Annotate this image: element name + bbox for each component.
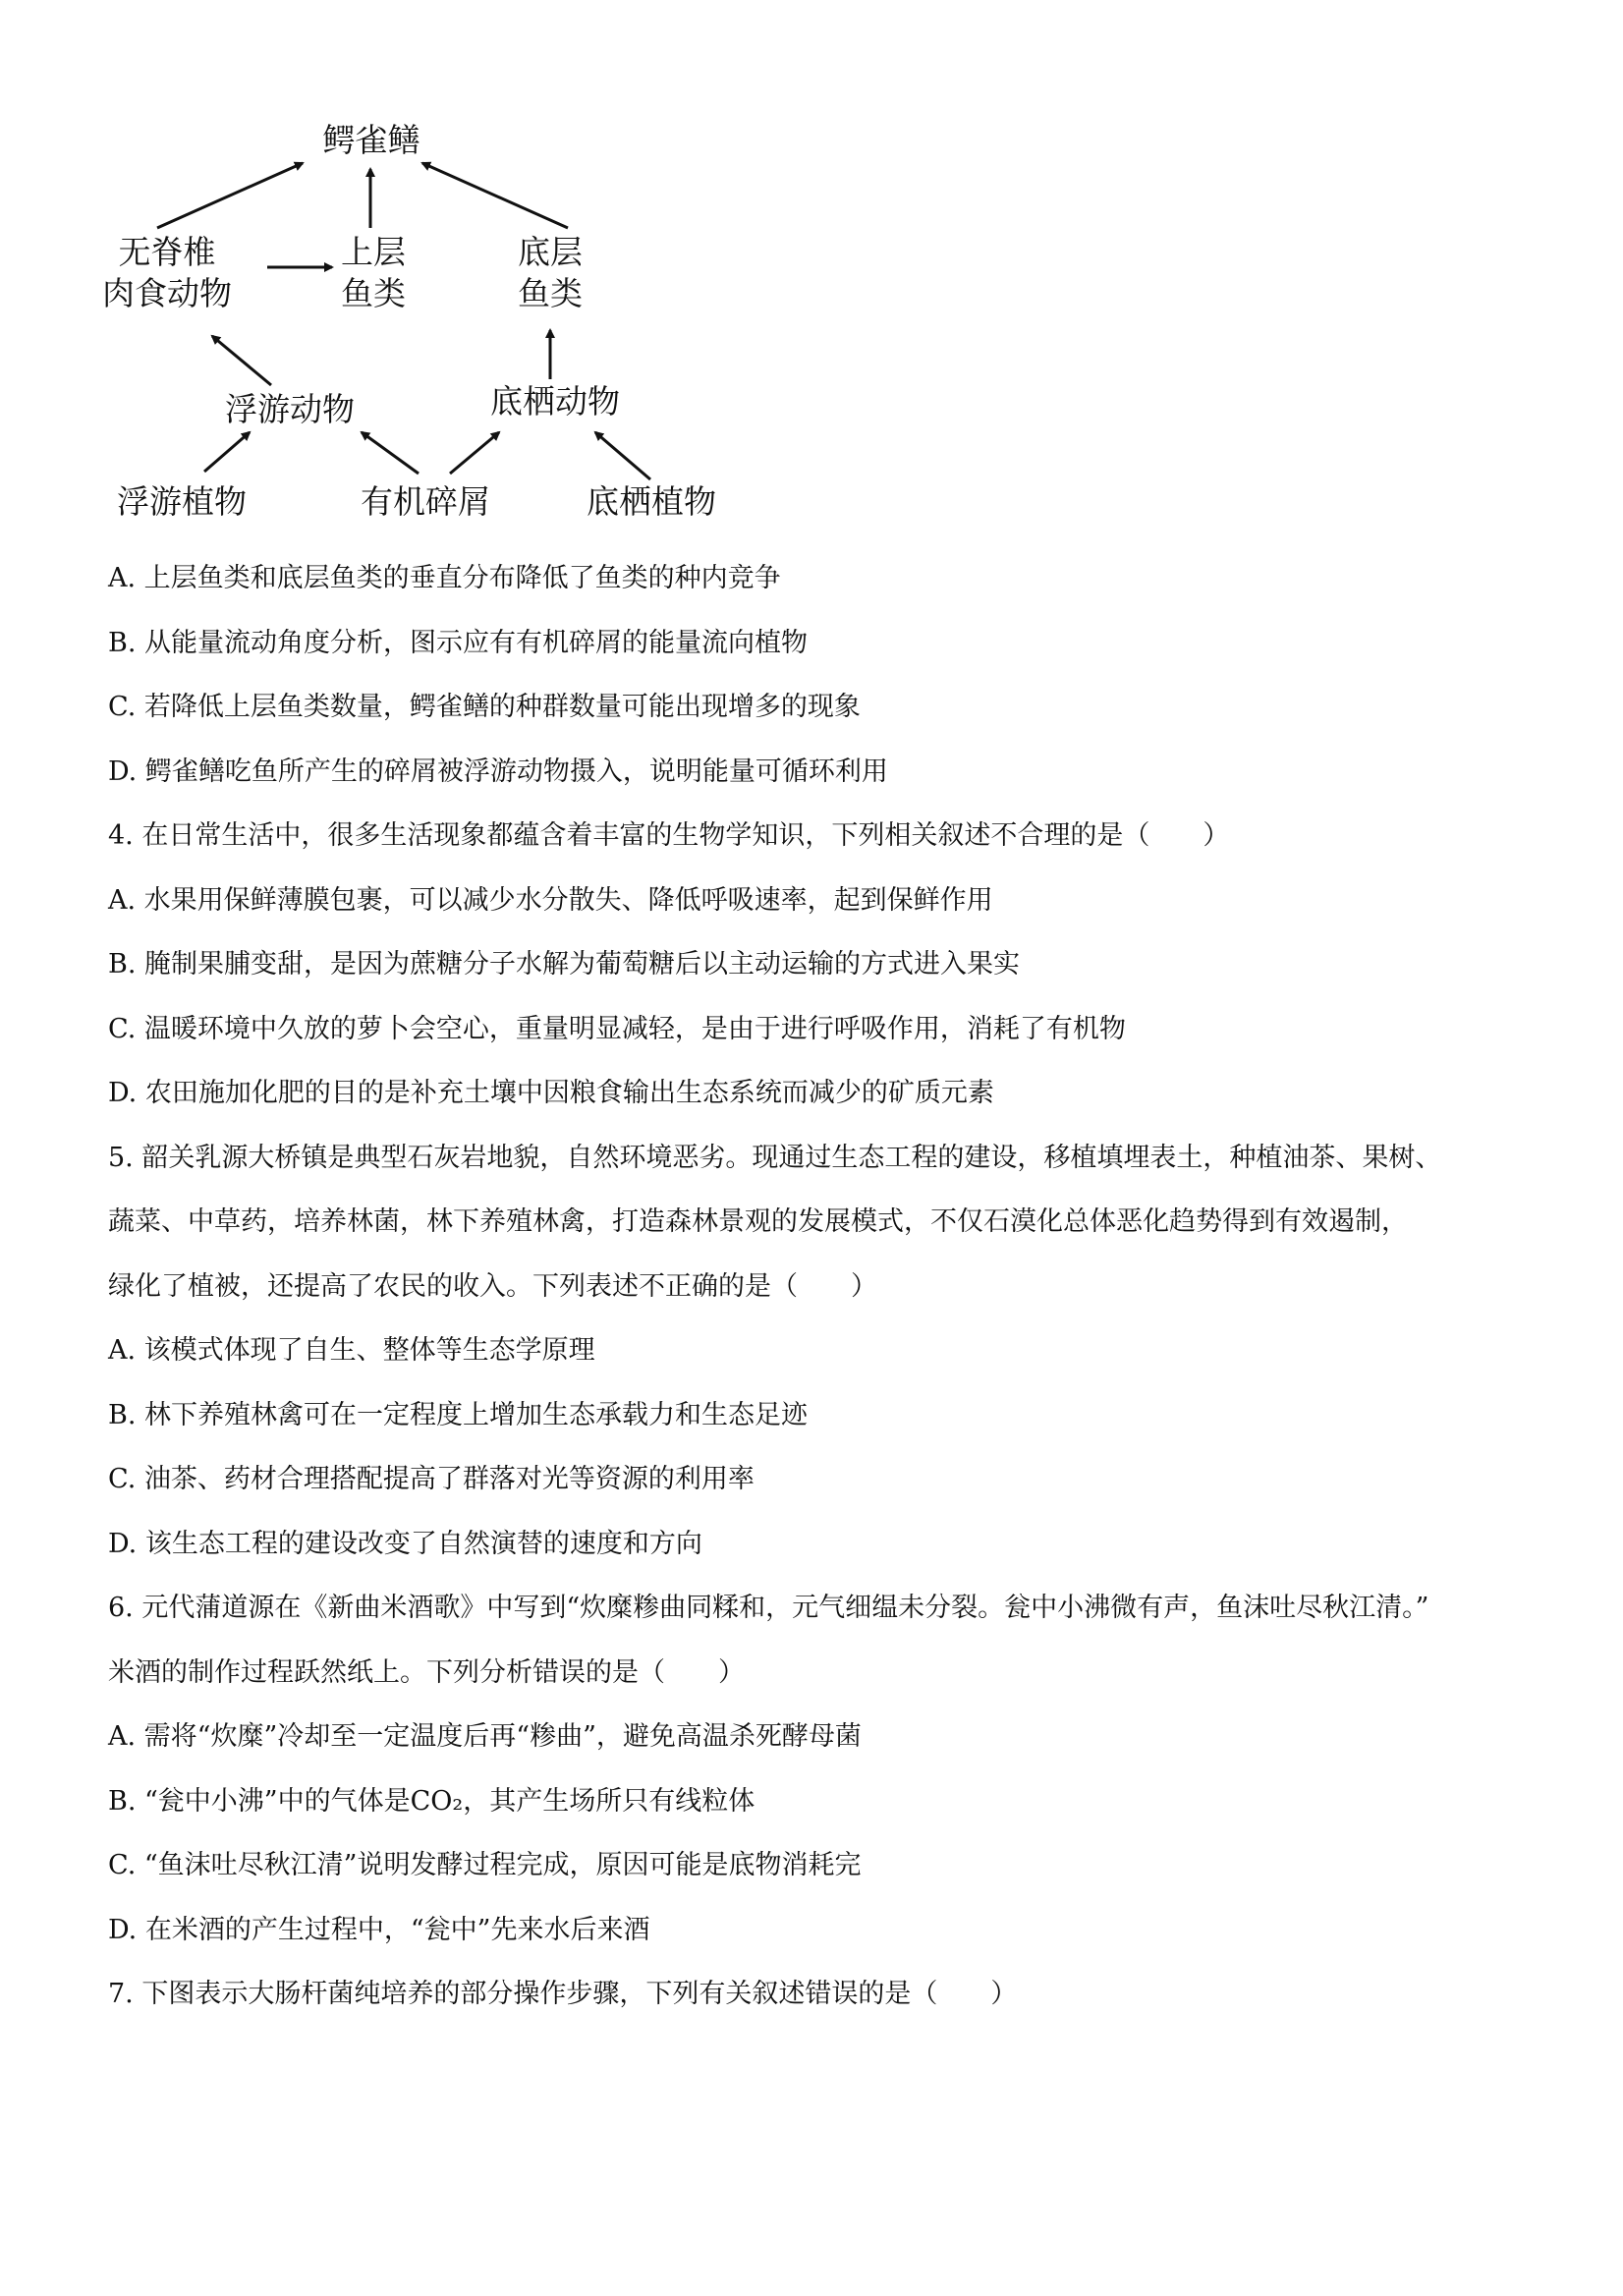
question-7: 7. 下图表示大肠杆菌纯培养的部分操作步骤，下列有关叙述错误的是（ ） <box>108 1979 1018 2009</box>
option-3a: A. 上层鱼类和底层鱼类的垂直分布降低了鱼类的种内竞争 <box>108 563 781 593</box>
food-web-arrows <box>98 108 747 540</box>
option-4c: C. 温暖环境中久放的萝卜会空心，重量明显减轻，是由于进行呼吸作用，消耗了有机物 <box>108 1013 1126 1044</box>
option-3b: B. 从能量流动角度分析，图示应有有机碎屑的能量流向植物 <box>108 627 809 658</box>
node-bottom-fish-line2: 鱼类 <box>518 274 583 312</box>
option-6b: B. “瓮中小沸”中的气体是CO₂，其产生场所只有线粒体 <box>108 1785 756 1817</box>
question-text <box>108 546 1533 2027</box>
option-6d: D. 在米酒的产生过程中，“瓮中”先来水后来酒 <box>108 1914 650 1945</box>
option-6c: C. “鱼沫吐尽秋江清”说明发酵过程完成，原因可能是底物消耗完 <box>108 1850 862 1880</box>
question-4: 4. 在日常生活中，很多生活现象都蕴含着丰富的生物学知识，下列相关叙述不合理的是（ ） <box>108 820 1230 851</box>
option-5d: D. 该生态工程的建设改变了自然演替的速度和方向 <box>108 1528 702 1559</box>
node-phytoplankton: 浮游植物 <box>117 482 247 521</box>
node-detritus: 有机碎屑 <box>361 482 490 521</box>
question-5-line1: 5. 韶关乳源大桥镇是典型石灰岩地貌，自然环境恶劣。现通过生态工程的建设，移植填埋表土，种植油茶、果树、 <box>108 1142 1442 1173</box>
arrow-zoo-to-invert <box>212 336 271 385</box>
node-upper-fish-line2: 鱼类 <box>341 274 406 312</box>
node-bottom-fish-line1: 底层 <box>518 233 583 271</box>
option-5a: A. 该模式体现了自生、整体等生态学原理 <box>108 1335 595 1366</box>
question-6-line1: 6. 元代蒲道源在《新曲米酒歌》中写到“炊糜糁曲同糅和，元气细缊未分裂。瓮中小沸微有声，鱼沫吐尽秋江清。” <box>108 1593 1429 1623</box>
node-alligator-gar: 鳄雀鳝 <box>322 121 420 159</box>
option-5b: B. 林下养殖林禽可在一定程度上增加生态承载力和生态足迹 <box>108 1399 809 1430</box>
arrow-plant-to-benthic <box>595 432 650 479</box>
node-benthic-plant: 底栖植物 <box>587 482 716 521</box>
arrow-detritus-to-zoo <box>362 432 419 474</box>
arrow-bottom-to-top <box>422 163 568 228</box>
option-4d: D. 农田施加化肥的目的是补充土壤中因粮食输出生态系统而减少的矿质元素 <box>108 1078 994 1108</box>
node-zooplankton: 浮游动物 <box>225 390 355 428</box>
arrow-invert-to-top <box>157 163 303 228</box>
arrow-detritus-to-benthic <box>450 432 499 474</box>
food-web-diagram <box>98 108 747 540</box>
option-3c: C. 若降低上层鱼类数量，鳄雀鳝的种群数量可能出现增多的现象 <box>108 692 861 722</box>
node-invertebrate-line1: 无脊椎 <box>118 233 216 271</box>
option-4a: A. 水果用保鲜薄膜包裹，可以减少水分散失、降低呼吸速率，起到保鲜作用 <box>108 884 993 916</box>
option-6a: A. 需将“炊糜”冷却至一定温度后再“糁曲”，避免高温杀死酵母菌 <box>108 1721 862 1752</box>
option-5c: C. 油茶、药材合理搭配提高了群落对光等资源的利用率 <box>108 1464 755 1494</box>
option-4b: B. 腌制果脯变甜，是因为蔗糖分子水解为葡萄糖后以主动运输的方式进入果实 <box>108 949 1021 980</box>
node-invertebrate-line2: 肉食动物 <box>102 274 232 312</box>
question-5-line2: 蔬菜、中草药，培养林菌，林下养殖林禽，打造森林景观的发展模式，不仅石漠化总体恶化趋势得到有效遏制， <box>108 1206 1408 1237</box>
node-benthic-animal: 底栖动物 <box>490 382 620 420</box>
arrow-phyto-to-zoo <box>204 432 250 472</box>
option-3d: D. 鳄雀鳝吃鱼所产生的碎屑被浮游动物摄入，说明能量可循环利用 <box>108 756 888 787</box>
question-6-line2: 米酒的制作过程跃然纸上。下列分析错误的是（ ） <box>108 1656 745 1688</box>
node-upper-fish-line1: 上层 <box>341 233 406 271</box>
question-5-line3: 绿化了植被，还提高了农民的收入。下列表述不正确的是（ ） <box>108 1270 877 1302</box>
